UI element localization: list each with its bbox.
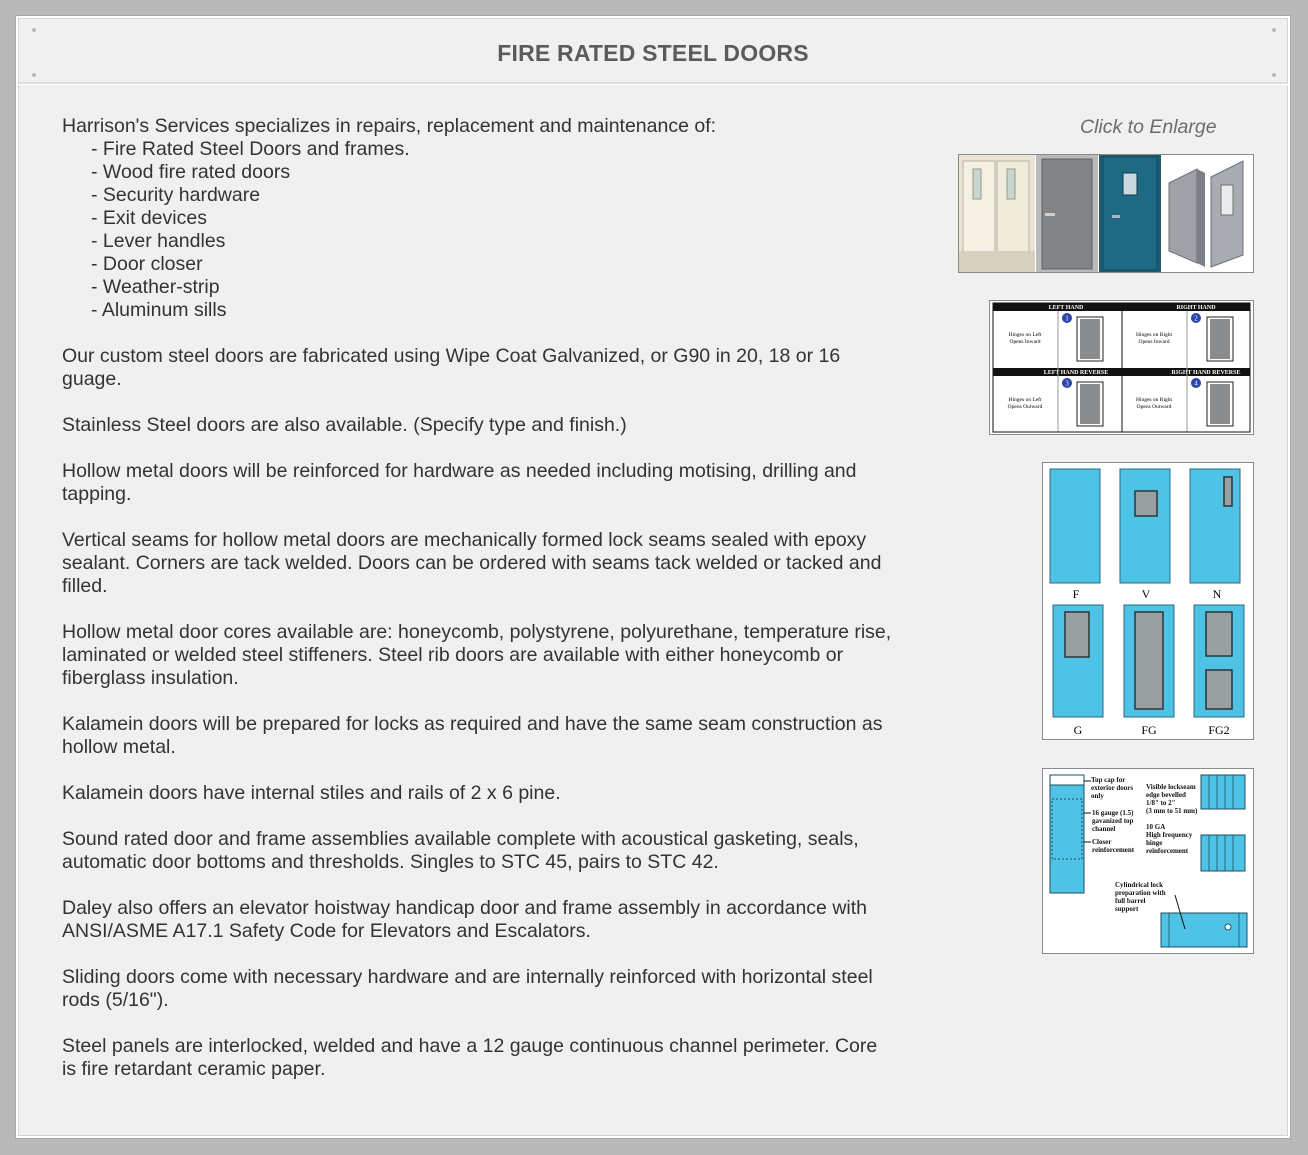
handing-label: Hinges on Left: [1008, 397, 1042, 403]
list-item: - Door closer: [91, 253, 203, 275]
door-style-label: F: [1072, 587, 1080, 601]
door-style-label: FG: [1141, 723, 1157, 737]
handing-label: Opens Inward: [1138, 339, 1170, 345]
door-construction-thumbnail[interactable]: [1042, 768, 1254, 954]
construction-label: 10 GA: [1146, 823, 1166, 831]
paragraph: Stainless Steel doors are also available. (Specify type and finish.): [62, 414, 627, 436]
construction-label: preparation with: [1115, 889, 1166, 897]
intro-text: Harrison's Services specializes in repairs, replacement and maintenance of:: [62, 115, 717, 137]
construction-label: exterior doors: [1091, 784, 1134, 792]
paragraph: Kalamein doors will be prepared for locks as required and have the same seam construction as hollow metal.: [62, 713, 883, 758]
construction-label: gavanized top: [1092, 817, 1134, 825]
handing-header: RIGHT HAND REVERSE: [1171, 370, 1241, 376]
door-style-label: FG2: [1208, 723, 1230, 737]
construction-label: Visible lockseam: [1146, 783, 1196, 791]
door-style-label: V: [1141, 587, 1151, 601]
handing-label: Opens Outward: [1136, 404, 1172, 410]
paragraph: Steel panels are interlocked, welded and have a 12 gauge continuous channel perimeter. Core is fire retardant ceramic paper.: [62, 1035, 878, 1080]
content-panel: [16, 16, 1290, 1138]
construction-label: Closer: [1092, 838, 1112, 846]
list-item: - Aluminum sills: [91, 299, 227, 321]
rivet-icon: [1272, 73, 1276, 77]
door-photos-image: [959, 155, 1253, 272]
paragraph: Daley also offers an elevator hoistway handicap door and frame assembly in accordance with ANSI/ASME A17.1 Safety Code for Elevators and Escalators.: [62, 897, 867, 942]
list-item: - Wood fire rated doors: [91, 161, 291, 183]
construction-label: channel: [1092, 825, 1116, 833]
rivet-icon: [1272, 28, 1276, 32]
construction-label: support: [1115, 905, 1139, 913]
click-to-enlarge-label: Click to Enlarge: [1080, 116, 1217, 138]
construction-label: full barrel: [1115, 897, 1146, 905]
handing-label: Hinges on Right: [1135, 332, 1173, 338]
door-styles-image: [1043, 463, 1253, 739]
door-construction-image: [1043, 769, 1253, 953]
list-item: - Exit devices: [91, 207, 207, 229]
door-handing-image: [990, 301, 1253, 434]
rivet-icon: [32, 73, 36, 77]
door-styles-thumbnail[interactable]: [1042, 462, 1254, 740]
construction-label: (3 mm to 51 mm): [1146, 807, 1198, 815]
door-style-label: G: [1073, 723, 1083, 737]
handing-number: 4: [1194, 379, 1198, 388]
services-list: [62, 138, 892, 322]
door-style-label: N: [1212, 587, 1222, 601]
handing-number: 1: [1065, 314, 1069, 323]
construction-label: 16 gauge (1.5): [1092, 809, 1134, 817]
handing-label: Opens Outward: [1007, 404, 1043, 410]
handing-number: 2: [1194, 314, 1198, 323]
main-text: [62, 115, 892, 1104]
handing-label: Hinges on Left: [1008, 332, 1042, 338]
construction-label: hinge: [1146, 839, 1163, 847]
construction-label: reinforcement: [1092, 846, 1135, 854]
handing-header: RIGHT HAND: [1176, 305, 1216, 311]
door-photos-thumbnail[interactable]: [958, 154, 1254, 273]
construction-label: reinforcement: [1146, 847, 1189, 855]
page-title: FIRE RATED STEEL DOORS: [497, 40, 809, 66]
list-item: - Fire Rated Steel Doors and frames.: [91, 138, 410, 160]
rivet-icon: [32, 28, 36, 32]
construction-label: High frequency: [1146, 831, 1193, 839]
paragraph: Sliding doors come with necessary hardware and are internally reinforced with horizontal steel rods (5/16").: [62, 966, 873, 1011]
paragraph: Our custom steel doors are fabricated using Wipe Coat Galvanized, or G90 in 20, 18 or 16 guage.: [62, 345, 841, 390]
panel-header: [18, 18, 1288, 84]
paragraph: Hollow metal door cores available are: honeycomb, polystyrene, polyurethane, temperature rise, laminated or welded steel stiffeners. Steel rib doors are available with either honeycomb or fiberglass insulation.: [62, 621, 892, 689]
handing-label: Opens Inward: [1009, 339, 1041, 345]
handing-number: 3: [1065, 379, 1069, 388]
paragraph: Hollow metal doors will be reinforced for hardware as needed including motising, drilling and tapping.: [62, 460, 857, 505]
construction-label: edge bevelled: [1146, 791, 1186, 799]
list-item: - Security hardware: [91, 184, 261, 206]
handing-header: LEFT HAND: [1048, 305, 1084, 311]
paragraph: Vertical seams for hollow metal doors are mechanically formed lock seams sealed with epoxy sealant. Corners are tack welded. Doors can be ordered with seams tack welded or tacked and filled.: [62, 529, 882, 597]
paragraph: Sound rated door and frame assemblies available complete with acoustical gasketing, seals, automatic door bottoms and thresholds. Singles to STC 45, pairs to STC 42.: [62, 828, 859, 873]
list-item: - Lever handles: [91, 230, 226, 252]
construction-label: only: [1091, 792, 1104, 800]
handing-label: Hinges on Right: [1135, 397, 1173, 403]
construction-label: 1/8" to 2": [1146, 799, 1176, 807]
door-handing-thumbnail[interactable]: [989, 300, 1254, 435]
handing-header: LEFT HAND REVERSE: [1043, 370, 1109, 376]
construction-label: Cylindrical lock: [1115, 881, 1164, 889]
list-item: - Weather-strip: [91, 276, 220, 298]
paragraph: Kalamein doors have internal stiles and rails of 2 x 6 pine.: [62, 782, 561, 804]
construction-label: Top cap for: [1091, 776, 1126, 784]
